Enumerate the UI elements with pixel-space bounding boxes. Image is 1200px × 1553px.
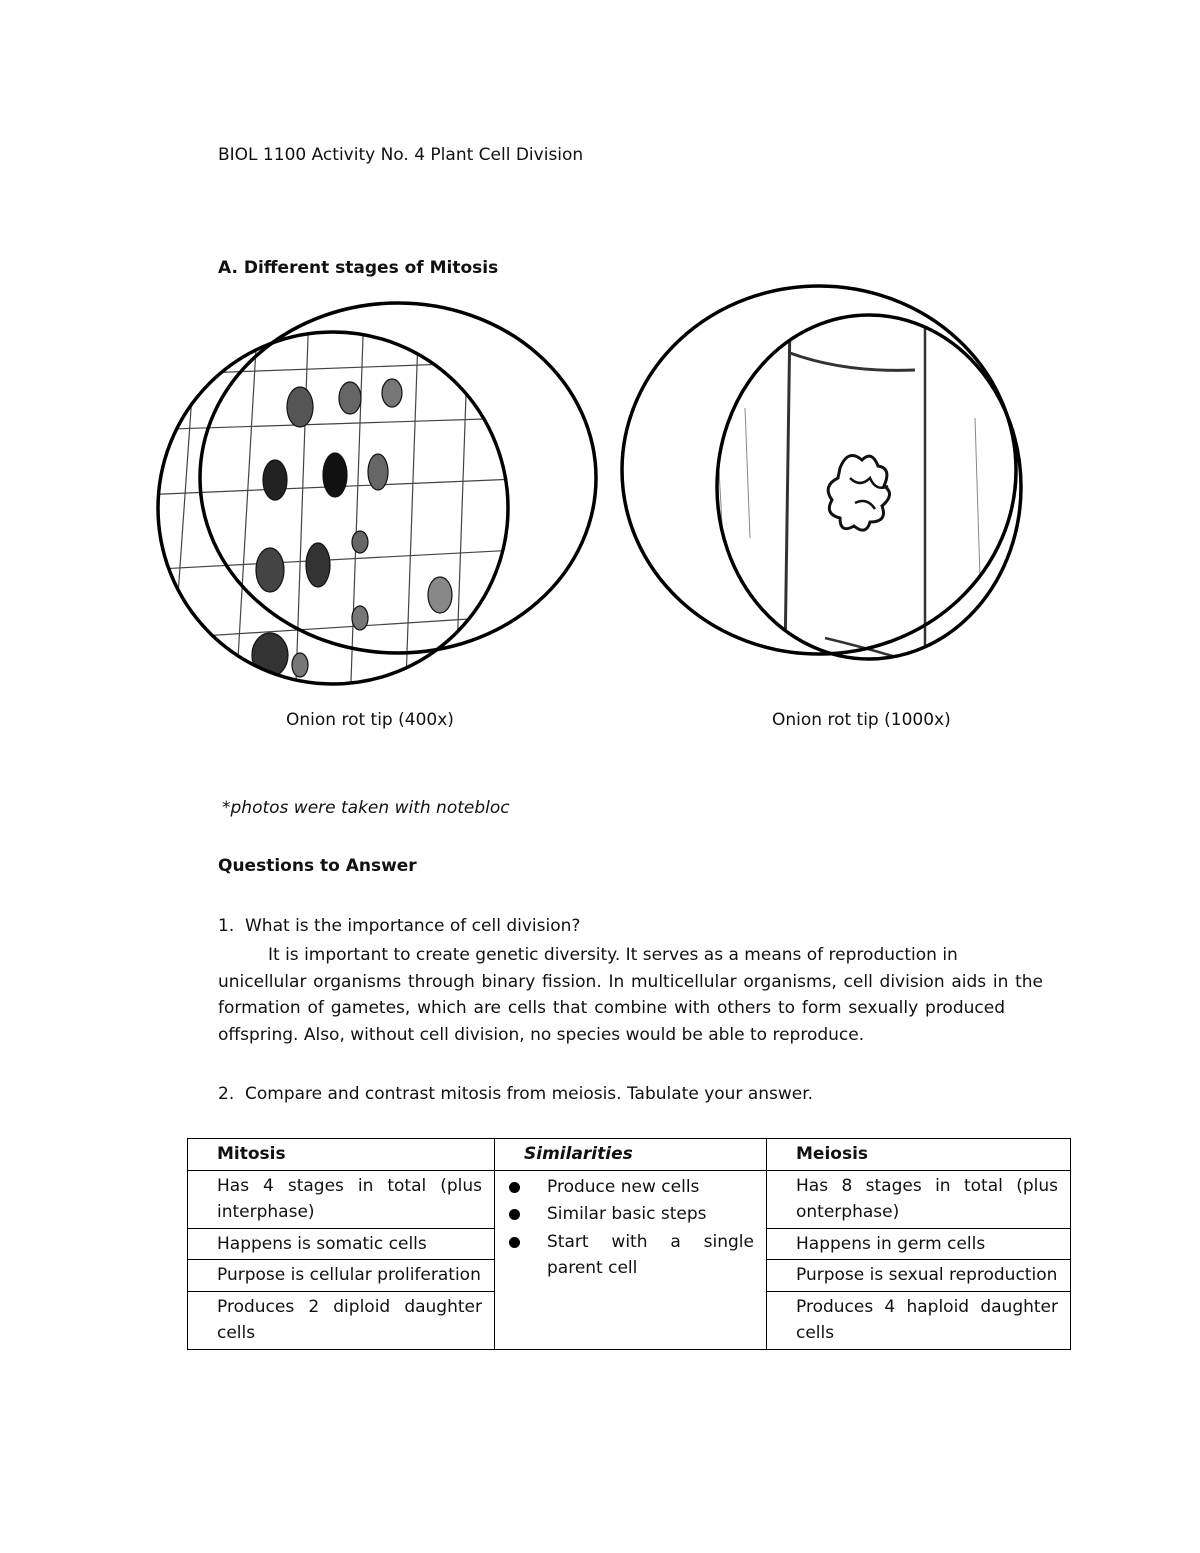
answer-line: offspring. Also, without cell division, no species would be able to reproduce.	[218, 1024, 865, 1045]
meiosis-cell: Has 8 stages in total (plus onterphase)	[767, 1170, 1071, 1228]
meiosis-header: Meiosis	[767, 1139, 1071, 1171]
similarities-cell	[495, 1170, 767, 1349]
question-1-number: 1.	[218, 916, 235, 936]
mitosis-cell: Has 4 stages in total (plus interphase)	[188, 1170, 495, 1228]
table-row	[188, 1170, 1071, 1228]
answer-line: formation of gametes, which are cells that combine with others to form sexually produced	[218, 998, 1005, 1018]
questions-heading: Questions to Answer	[218, 856, 417, 876]
bullet-icon	[509, 1182, 520, 1193]
question-1-text: What is the importance of cell division?	[245, 916, 581, 936]
question-2-number: 2.	[218, 1084, 235, 1104]
section-a-heading: A. Different stages of Mitosis	[218, 258, 499, 278]
photo-note: *photos were taken with notebloc	[222, 798, 510, 818]
list-item: Similar basic steps	[509, 1200, 754, 1228]
bullet-icon	[509, 1209, 520, 1220]
figure-1000x-caption: Onion rot tip (1000x)	[772, 710, 951, 730]
mitosis-cell: Produces 2 diploid daughter cells	[188, 1291, 495, 1349]
document-title: BIOL 1100 Activity No. 4 Plant Cell Division	[218, 145, 584, 165]
mitosis-meiosis-table	[187, 1138, 1071, 1350]
meiosis-cell: Produces 4 haploid daughter cells	[767, 1291, 1071, 1349]
bullet-icon	[509, 1237, 520, 1248]
answer-line: unicellular organisms through binary fission. In multicellular organisms, cell division aids in the	[218, 971, 1043, 992]
mitosis-cell: Happens is somatic cells	[188, 1228, 495, 1260]
question-2-text: Compare and contrast mitosis from meiosis. Tabulate your answer.	[245, 1084, 814, 1104]
question-1-answer	[218, 942, 1043, 1048]
similarities-list	[509, 1173, 754, 1282]
mitosis-header: Mitosis	[188, 1139, 495, 1171]
meiosis-cell: Purpose is sexual reproduction	[767, 1260, 1071, 1292]
table-header-row	[188, 1139, 1071, 1171]
mitosis-cell: Purpose is cellular proliferation	[188, 1260, 495, 1292]
list-item: Produce new cells	[509, 1173, 754, 1201]
list-item: Start with a single parent cell	[509, 1228, 754, 1282]
onion-root-tip-400x-drawing	[150, 280, 610, 710]
similarities-header: Similarities	[495, 1139, 767, 1171]
figure-400x-caption: Onion rot tip (400x)	[286, 710, 454, 730]
meiosis-cell: Happens in germ cells	[767, 1228, 1071, 1260]
answer-line: It is important to create genetic diversity. It serves as a means of reproduction in	[268, 945, 958, 965]
onion-root-tip-1000x-drawing	[615, 278, 1045, 678]
